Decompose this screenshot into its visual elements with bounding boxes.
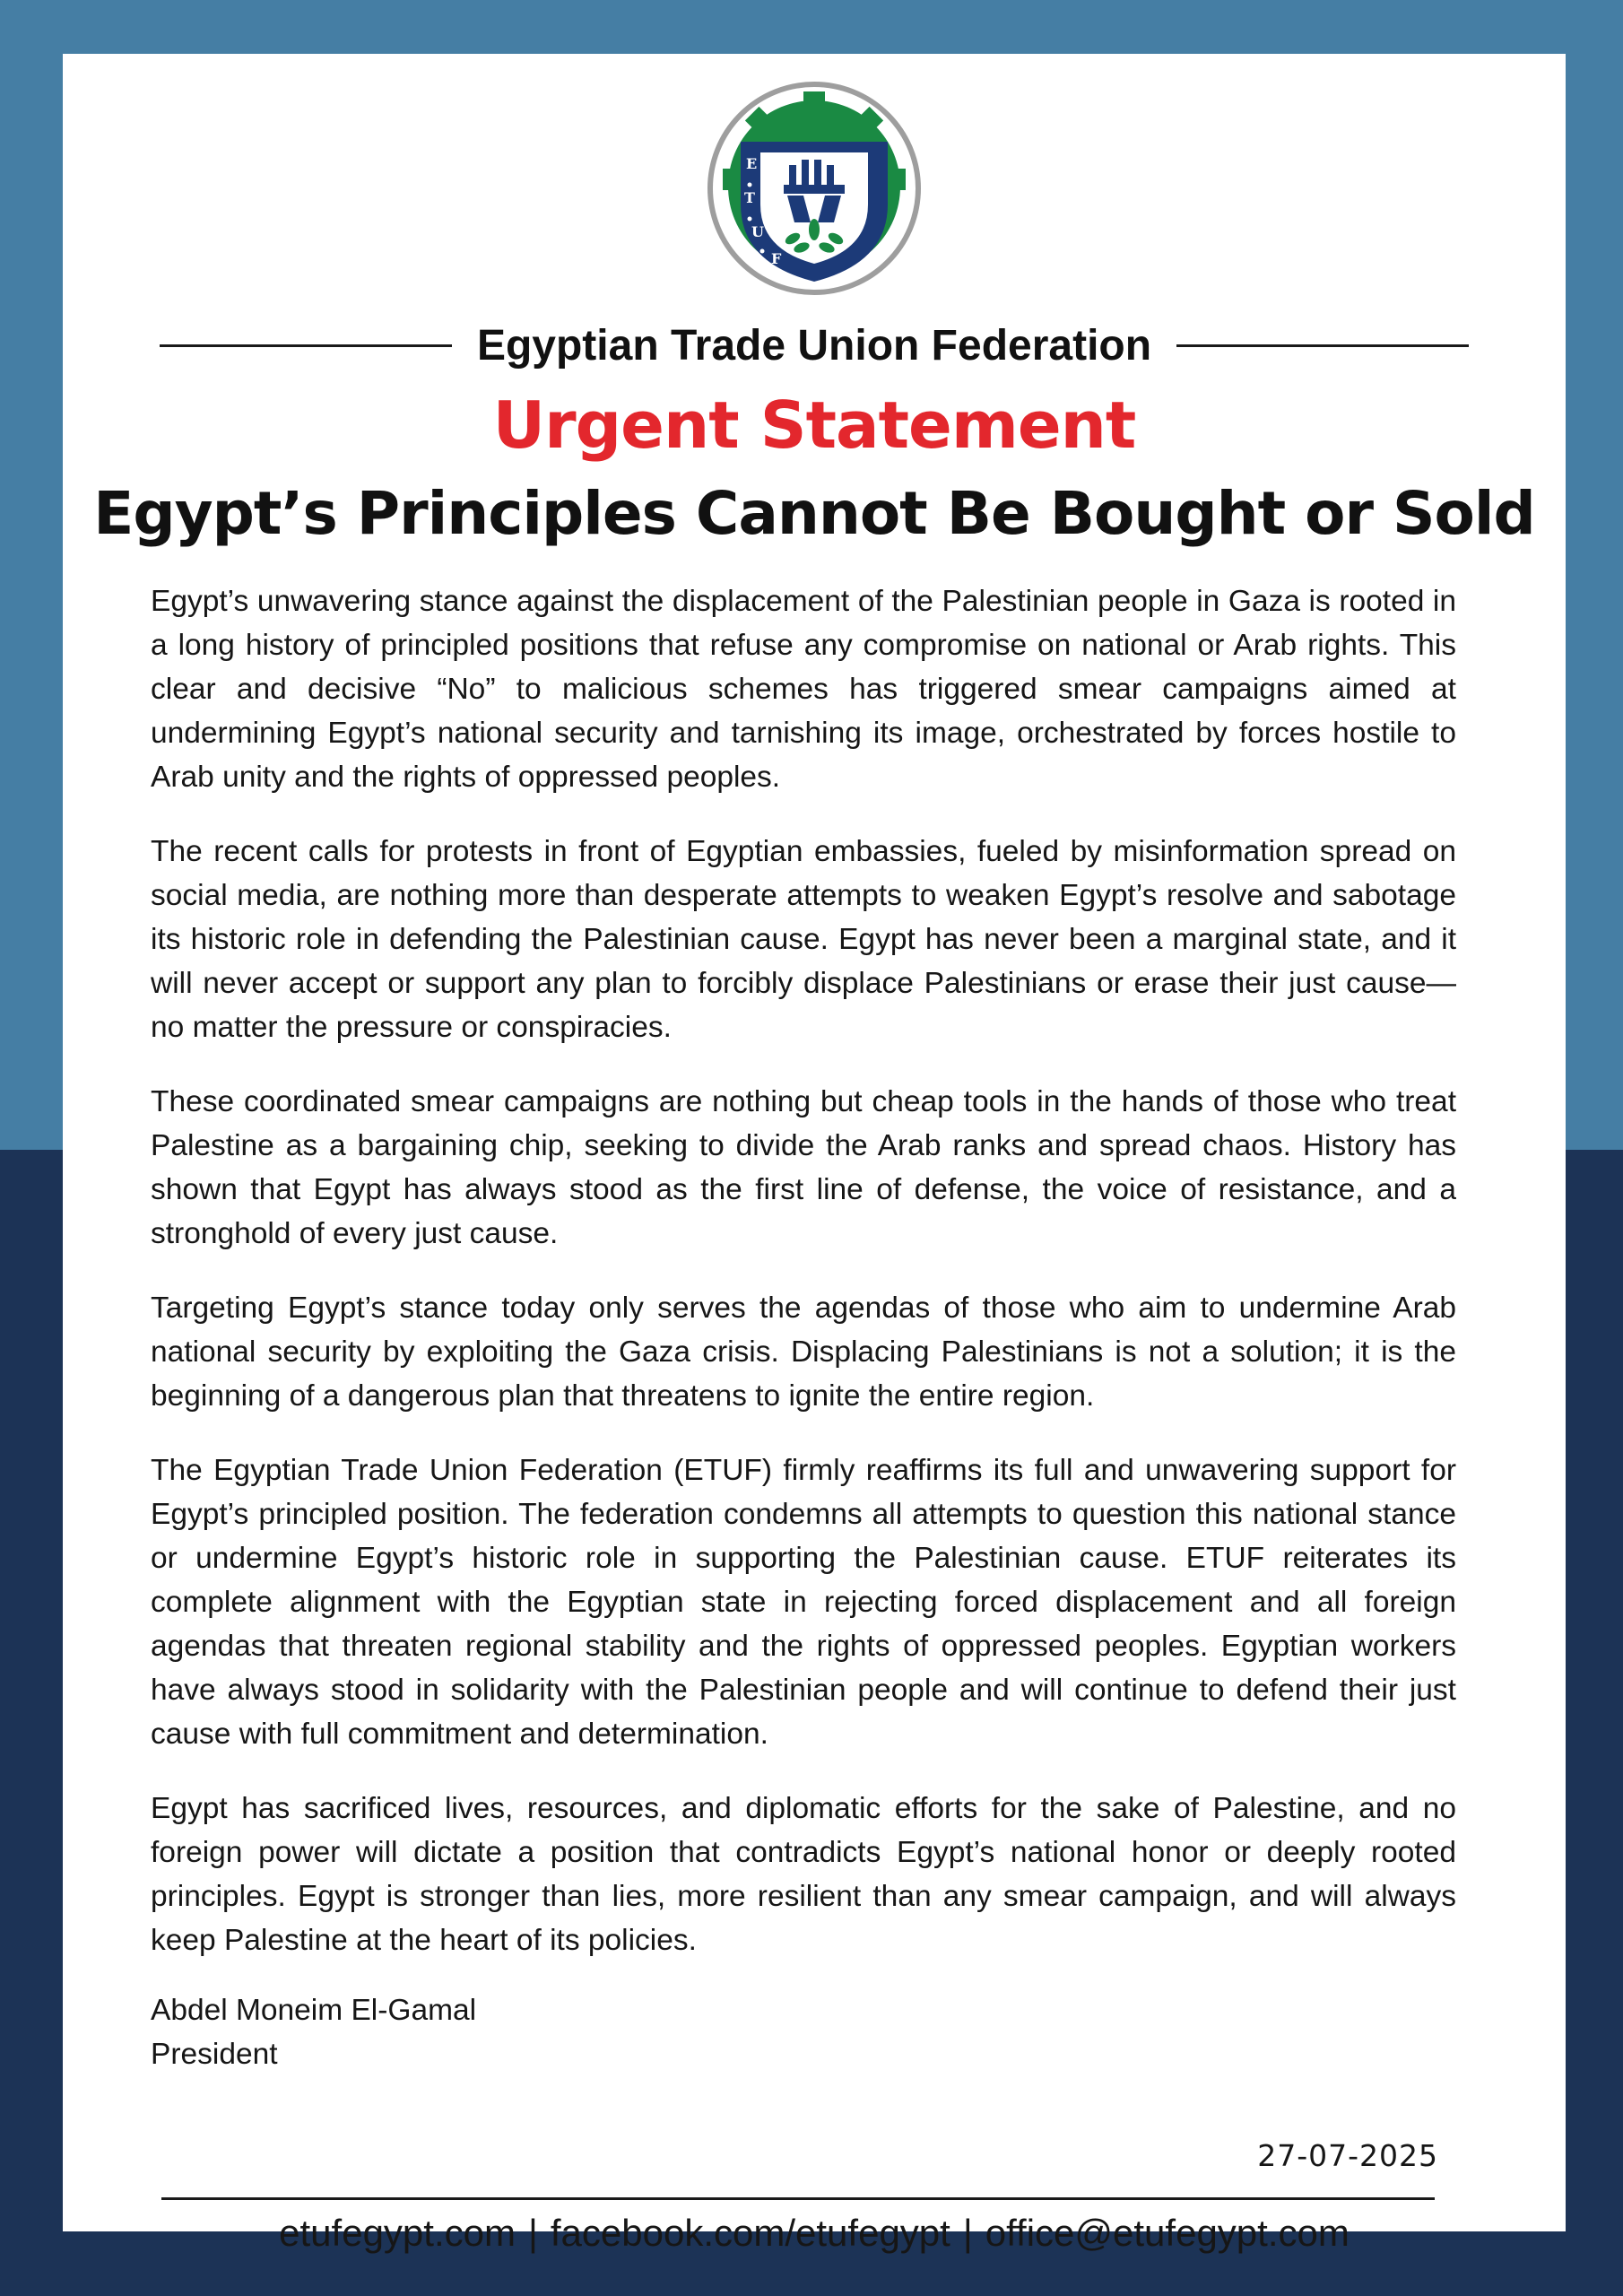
urgent-label: Urgent Statement bbox=[492, 387, 1136, 463]
signature-block bbox=[151, 1988, 476, 2076]
statement-title: Egypt’s Principles Cannot Be Bought or Sold bbox=[93, 479, 1535, 548]
footer-separator: | bbox=[527, 2212, 538, 2254]
footer-separator: | bbox=[962, 2212, 973, 2254]
statement-date: 27-07-2025 bbox=[1257, 2138, 1438, 2173]
website-link[interactable]: etufegypt.com bbox=[279, 2212, 516, 2254]
footer-rule bbox=[161, 2197, 1435, 2200]
header-rule-right bbox=[1176, 344, 1469, 347]
statement-body bbox=[151, 579, 1456, 1993]
body-paragraph: Targeting Egypt’s stance today only serves the agendas of those who aim to undermine Arab national security by exploiting the Gaza crisis. Displacing Palestinians is not a solution; it is the beginning of a dangerous plan that threatens to ignite the entire region. bbox=[151, 1292, 1456, 1413]
logo-letter: U bbox=[751, 223, 764, 240]
body-paragraph: Egypt’s unwavering stance against the displacement of the Palestinian people in Gaza is rooted in a long history of principled positions that refuse any compromise on national or Arab rights. This clear and decisive “No” to malicious schemes has triggered smear campaigns aimed at undermining Egypt’s national security and tarnishing its image, orchestrated by forces hostile to Arab unity and the rights of oppressed peoples. bbox=[151, 585, 1456, 794]
body-paragraph: These coordinated smear campaigns are nothing but cheap tools in the hands of those who treat Palestine as a bargaining chip, seeking to divide the Arab ranks and spread chaos. History has shown that Egypt has always stood as the first line of defense, the voice of resistance, and a stronghold of every just cause. bbox=[151, 1085, 1456, 1250]
logo-letter: F bbox=[771, 250, 782, 267]
organization-header bbox=[160, 314, 1469, 377]
body-paragraph: The Egyptian Trade Union Federation (ETUF) firmly reaffirms its full and unwavering support for Egypt’s principled position. The federation condemns all attempts to question this national stance or undermine Egypt’s historic role in supporting the Palestinian cause. ETUF reiterates its complete alignment with the Egyptian state in rejecting forced displacement and all foreign agendas that threaten regional stability and the rights of oppressed peoples. Egyptian workers have always stood in solidarity with the Palestinian people and will continue to defend their just cause with full commitment and determination. bbox=[151, 1454, 1456, 1751]
signatory-name: Abdel Moneim El-Gamal bbox=[151, 1994, 477, 2027]
statement-page bbox=[63, 54, 1566, 2254]
body-paragraph: The recent calls for protests in front of Egyptian embassies, fueled by misinformation spread on social media, are nothing more than desperate attempts to weaken Egypt’s resolve and sabotage its historic role in defending the Palestinian cause. Egypt has never been a marginal state, and it will never accept or support any plan to forcibly displace Palestinians or erase their just cause—no matter the pressure or conspiracies. bbox=[151, 835, 1456, 1044]
logo-letter: E bbox=[746, 155, 758, 172]
etuf-logo bbox=[705, 79, 924, 298]
email-link[interactable]: office@etufegypt.com bbox=[985, 2212, 1350, 2254]
etuf-emblem-icon bbox=[705, 79, 924, 298]
signatory-role: President bbox=[151, 2038, 278, 2071]
body-paragraph: Egypt has sacrificed lives, resources, and diplomatic efforts for the sake of Palestine, and no foreign power will dictate a position that contradicts Egypt’s national honor or deeply rooted principles. Egypt is stronger than lies, more resilient than any smear campaign, and will always keep Palestine at the heart of its policies. bbox=[151, 1792, 1456, 1957]
facebook-link[interactable]: facebook.com/etufegypt bbox=[550, 2212, 950, 2254]
contact-footer bbox=[63, 2212, 1566, 2255]
organization-name: Egyptian Trade Union Federation bbox=[476, 321, 1152, 370]
header-rule-left bbox=[160, 344, 452, 347]
logo-letter: T bbox=[744, 189, 755, 206]
